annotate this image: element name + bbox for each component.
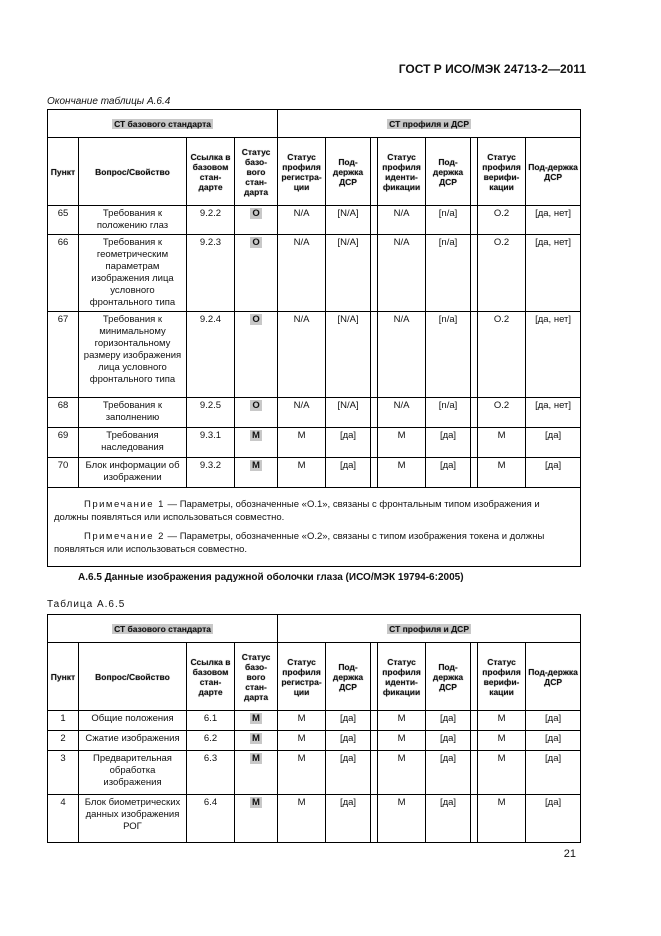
table-cell: Требования к положению глаз	[79, 206, 187, 235]
column-separator	[371, 751, 378, 795]
table-cell: Требования наследования	[79, 428, 187, 458]
table-cell: M	[478, 711, 526, 731]
profile-group-header	[278, 110, 581, 138]
table-row	[48, 751, 581, 795]
column-header: Статус профиля иденти-фикации	[378, 643, 426, 711]
table-cell: [n/a]	[426, 206, 471, 235]
table-cell: M	[278, 795, 326, 843]
column-header: Под-держка ДСР	[326, 643, 371, 711]
table-continuation-caption: Окончание таблицы А.6.4	[47, 96, 171, 107]
status-value: M	[252, 753, 260, 764]
column-header: Под-держка ДСР	[526, 643, 581, 711]
table-cell: [n/a]	[426, 398, 471, 428]
notes-cell	[48, 488, 581, 567]
table-cell	[235, 711, 278, 731]
table-cell: [да]	[526, 458, 581, 488]
page-number: 21	[563, 848, 576, 860]
column-header: Статус базо-вого стан-дарта	[235, 138, 278, 206]
table-cell	[235, 751, 278, 795]
group-header-row	[48, 615, 581, 643]
table-cell	[235, 235, 278, 312]
table-row	[48, 711, 581, 731]
table-cell: 69	[48, 428, 79, 458]
table-cell: N/A	[278, 206, 326, 235]
status-value: О	[252, 400, 260, 411]
table-cell: [да]	[426, 731, 471, 751]
table-cell: [да]	[326, 795, 371, 843]
column-header: Статус профиля регистра-ции	[278, 643, 326, 711]
table-cell: 9.2.3	[187, 235, 235, 312]
table-row	[48, 458, 581, 488]
table-cell: M	[478, 751, 526, 795]
table-cell: [да]	[426, 458, 471, 488]
column-separator	[471, 206, 478, 235]
column-header: Под-держка ДСР	[426, 643, 471, 711]
status-value: M	[252, 733, 260, 744]
table-cell: 1	[48, 711, 79, 731]
table-cell	[235, 312, 278, 398]
table-cell: [да, нет]	[526, 235, 581, 312]
note-paragraph	[54, 498, 574, 524]
table-cell: [да]	[526, 428, 581, 458]
status-value: M	[252, 430, 260, 441]
column-separator	[371, 312, 378, 398]
table-cell	[235, 458, 278, 488]
column-header: Вопрос/Свойство	[79, 643, 187, 711]
table-cell: [да]	[526, 795, 581, 843]
table-cell: M	[378, 428, 426, 458]
table-cell: Общие положения	[79, 711, 187, 731]
column-header: Статус профиля верифи-кации	[478, 138, 526, 206]
table-cell: N/A	[378, 398, 426, 428]
column-separator	[471, 428, 478, 458]
column-separator	[471, 731, 478, 751]
section-title: А.6.5 Данные изображения радужной оболочки глаза (ИСО/МЭК 19794-6:2005)	[78, 572, 464, 583]
column-header: Вопрос/Свойство	[79, 138, 187, 206]
column-header: Пункт	[48, 643, 79, 711]
table-cell: 6.4	[187, 795, 235, 843]
table-cell: 2	[48, 731, 79, 751]
table-cell: M	[278, 731, 326, 751]
table-cell: 9.3.2	[187, 458, 235, 488]
table-cell: 6.1	[187, 711, 235, 731]
table-cell: [да]	[326, 731, 371, 751]
status-value: О	[252, 314, 260, 325]
table-row	[48, 312, 581, 398]
column-header: Пункт	[48, 138, 79, 206]
table-cell: 67	[48, 312, 79, 398]
group-header-label: СТ профиля и ДСР	[389, 118, 469, 129]
table-cell: [да]	[326, 711, 371, 731]
table-cell: M	[478, 458, 526, 488]
note-paragraph	[54, 530, 574, 556]
table-cell: M	[478, 731, 526, 751]
status-value: M	[252, 797, 260, 808]
table-row	[48, 795, 581, 843]
group-header-label: СТ базового стандарта	[114, 623, 211, 634]
base-standard-group-header	[48, 110, 278, 138]
table-cell: O.2	[478, 312, 526, 398]
column-header: Под-держка ДСР	[326, 138, 371, 206]
table-cell: M	[378, 731, 426, 751]
document-header: ГОСТ Р ИСО/МЭК 24713-2—2011	[398, 62, 586, 76]
status-value: О	[252, 237, 260, 248]
table-cell: [да]	[426, 428, 471, 458]
table-cell: N/A	[378, 312, 426, 398]
table-cell: [да]	[326, 428, 371, 458]
base-standard-group-header	[48, 615, 278, 643]
table-cell: 9.2.4	[187, 312, 235, 398]
table-row	[48, 235, 581, 312]
status-value: M	[252, 713, 260, 724]
table-cell: [N/A]	[326, 398, 371, 428]
table-cell: 66	[48, 235, 79, 312]
table-a-6-5	[47, 614, 581, 843]
group-header-label: СТ профиля и ДСР	[389, 623, 469, 634]
table-cell: M	[478, 428, 526, 458]
table-cell: N/A	[378, 235, 426, 312]
column-header-row	[48, 643, 581, 711]
status-value: О	[252, 208, 260, 219]
table-cell: O.2	[478, 206, 526, 235]
table-cell: N/A	[378, 206, 426, 235]
column-separator	[371, 138, 378, 206]
column-header: Статус профиля иденти-фикации	[378, 138, 426, 206]
column-header: Статус профиля верифи-кации	[478, 643, 526, 711]
column-separator	[471, 711, 478, 731]
column-separator	[371, 711, 378, 731]
note-text: — Параметры, обозначенные «О.2», связаны с типом изображения токена и должны появляться или использоваться совместно.	[54, 531, 545, 555]
column-separator	[471, 795, 478, 843]
column-separator	[471, 398, 478, 428]
table-cell: [да]	[326, 751, 371, 795]
table-cell: N/A	[278, 235, 326, 312]
column-separator	[471, 458, 478, 488]
table-cell: [да]	[426, 751, 471, 795]
column-header: Статус профиля регистра-ции	[278, 138, 326, 206]
table-cell: M	[378, 751, 426, 795]
table-cell: [да, нет]	[526, 312, 581, 398]
column-separator	[371, 458, 378, 488]
table-cell: 68	[48, 398, 79, 428]
table-cell: Требования к минимальному горизонтальному размеру изображения лица условного фронтального типа	[79, 312, 187, 398]
table-cell: 6.2	[187, 731, 235, 751]
table-cell: Предварительная обработка изображения	[79, 751, 187, 795]
column-header: Статус базо-вого стан-дарта	[235, 643, 278, 711]
table-cell: [n/a]	[426, 312, 471, 398]
profile-group-header	[278, 615, 581, 643]
table-cell: Блок информации об изображении	[79, 458, 187, 488]
column-separator	[371, 731, 378, 751]
table-cell: M	[378, 711, 426, 731]
table-cell: 70	[48, 458, 79, 488]
table-cell: M	[278, 458, 326, 488]
table-cell: M	[378, 458, 426, 488]
table-cell	[235, 795, 278, 843]
table-cell: 3	[48, 751, 79, 795]
table-cell: [N/A]	[326, 206, 371, 235]
column-separator	[471, 312, 478, 398]
column-separator	[371, 428, 378, 458]
column-separator	[371, 206, 378, 235]
column-separator	[471, 235, 478, 312]
table-row	[48, 398, 581, 428]
column-header: Под-держка ДСР	[426, 138, 471, 206]
table-cell: Требования к геометрическим параметрам изображения лица условного фронтального типа	[79, 235, 187, 312]
note-label: Примечание 1	[84, 499, 165, 510]
column-separator	[371, 398, 378, 428]
table-cell: 9.2.2	[187, 206, 235, 235]
table-cell: 4	[48, 795, 79, 843]
table-cell: [да]	[526, 751, 581, 795]
table-cell: O.2	[478, 398, 526, 428]
column-header: Ссылка в базовом стан-дарте	[187, 643, 235, 711]
table-cell: 6.3	[187, 751, 235, 795]
column-header-row	[48, 138, 581, 206]
table-cell: 9.3.1	[187, 428, 235, 458]
table-cell: [да]	[326, 458, 371, 488]
table-caption: Таблица А.6.5	[47, 599, 126, 610]
table-row	[48, 206, 581, 235]
table-cell: O.2	[478, 235, 526, 312]
column-separator	[471, 138, 478, 206]
column-separator	[471, 643, 478, 711]
table-cell: [да]	[526, 711, 581, 731]
status-value: M	[252, 460, 260, 471]
table-cell: Сжатие изображения	[79, 731, 187, 751]
column-separator	[371, 643, 378, 711]
note-text: — Параметры, обозначенные «О.1», связаны с фронтальным типом изображения и должны появляться или использоваться совместно.	[54, 499, 540, 523]
notes-row	[48, 488, 581, 567]
table-cell: [N/A]	[326, 312, 371, 398]
table-cell: [N/A]	[326, 235, 371, 312]
column-header: Под-держка ДСР	[526, 138, 581, 206]
table-cell	[235, 206, 278, 235]
table-cell: [да]	[426, 711, 471, 731]
table-cell	[235, 731, 278, 751]
column-separator	[371, 235, 378, 312]
table-cell: [да]	[526, 731, 581, 751]
table-cell: [да, нет]	[526, 206, 581, 235]
column-separator	[471, 751, 478, 795]
table-cell	[235, 398, 278, 428]
table-cell: [n/a]	[426, 235, 471, 312]
table-cell: N/A	[278, 398, 326, 428]
table-cell	[235, 428, 278, 458]
table-cell: M	[278, 751, 326, 795]
note-label: Примечание 2	[84, 531, 165, 542]
table-cell: Требования к заполнению	[79, 398, 187, 428]
table-cell: M	[378, 795, 426, 843]
group-header-label: СТ базового стандарта	[114, 118, 211, 129]
table-cell: 9.2.5	[187, 398, 235, 428]
group-header-row	[48, 110, 581, 138]
table-cell: M	[478, 795, 526, 843]
table-cell: M	[278, 428, 326, 458]
table-cell: 65	[48, 206, 79, 235]
table-a-6-4	[47, 109, 581, 567]
table-cell: M	[278, 711, 326, 731]
table-cell: N/A	[278, 312, 326, 398]
table-row	[48, 428, 581, 458]
table-row	[48, 731, 581, 751]
table-cell: Блок биометрических данных изображения РОГ	[79, 795, 187, 843]
column-separator	[371, 795, 378, 843]
table-cell: [да, нет]	[526, 398, 581, 428]
table-cell: [да]	[426, 795, 471, 843]
column-header: Ссылка в базовом стан-дарте	[187, 138, 235, 206]
